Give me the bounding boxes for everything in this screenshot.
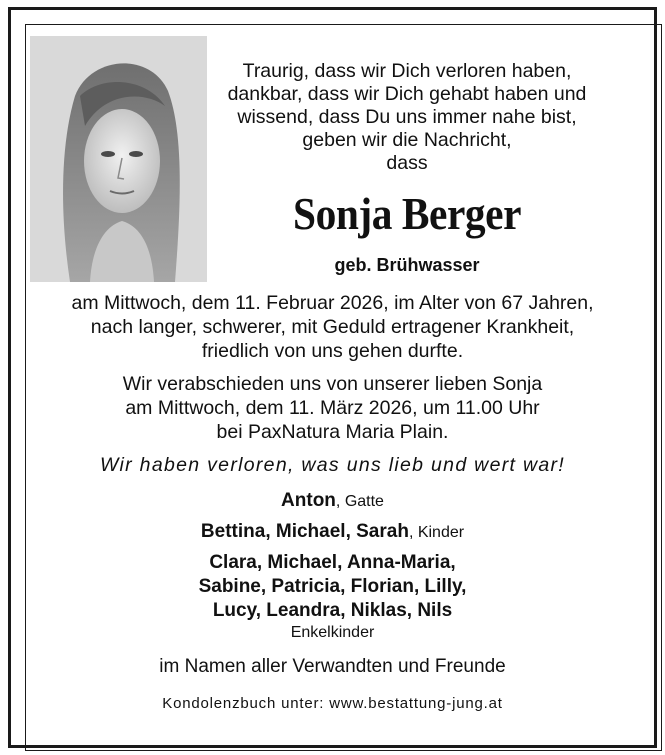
intro-line-3: wissend, dass Du uns immer nahe bist,: [237, 106, 577, 128]
mourner-children-role: , Kinder: [408, 524, 465, 541]
portrait-photo: [30, 36, 207, 282]
intro-line-4: geben wir die Nachricht,: [302, 129, 512, 151]
mourner-children: [22, 520, 643, 545]
farewell-line-1: Wir verabschieden uns von unserer lieben Sonja: [122, 373, 543, 395]
grandchildren-line-2: [22, 575, 643, 599]
mourner-spouse-name: Anton: [281, 490, 336, 511]
condolence-book-link[interactable]: Kondolenzbuch unter: www.bestattung-jung.at: [162, 695, 503, 712]
grandchildren-names-2: Sabine, Patricia, Florian, Lilly,: [198, 576, 467, 597]
born-name: geb. Brühwasser: [334, 255, 480, 275]
motto: Wir haben verloren, was uns lieb und wert war!: [100, 454, 565, 476]
mourner-children-names: Bettina, Michael, Sarah: [200, 521, 409, 542]
grandchildren-names-3: Lucy, Leandra, Niklas, Nils: [212, 600, 453, 621]
grandchildren-line-1: [22, 551, 643, 575]
death-notice-line-2: nach langer, schwerer, mit Geduld ertragener Krankheit,: [90, 316, 575, 338]
grandchildren-names-1: Clara, Michael, Anna-Maria,: [209, 552, 456, 573]
death-notice-line-3: friedlich von uns gehen durfte.: [201, 340, 464, 362]
farewell-line-3: bei PaxNatura Maria Plain.: [216, 421, 449, 443]
farewell-line-2: am Mittwoch, dem 11. März 2026, um 11.00 Uhr: [125, 397, 540, 419]
closing-line: im Namen aller Verwandten und Freunde: [159, 656, 506, 677]
intro-line-1: Traurig, dass wir Dich verloren haben,: [242, 60, 572, 82]
grandchildren-role: Enkelkinder: [290, 624, 375, 641]
deceased-name: Sonja Berger: [292, 188, 522, 239]
death-notice-line-1: am Mittwoch, dem 11. Februar 2026, im Alter von 67 Jahren,: [71, 292, 594, 314]
mourner-spouse: [22, 489, 643, 514]
intro-line-2: dankbar, dass wir Dich gehabt haben und: [227, 83, 587, 105]
mourner-spouse-role: , Gatte: [335, 493, 384, 510]
intro-line-5: dass: [386, 152, 428, 174]
grandchildren-line-3: [22, 599, 643, 623]
